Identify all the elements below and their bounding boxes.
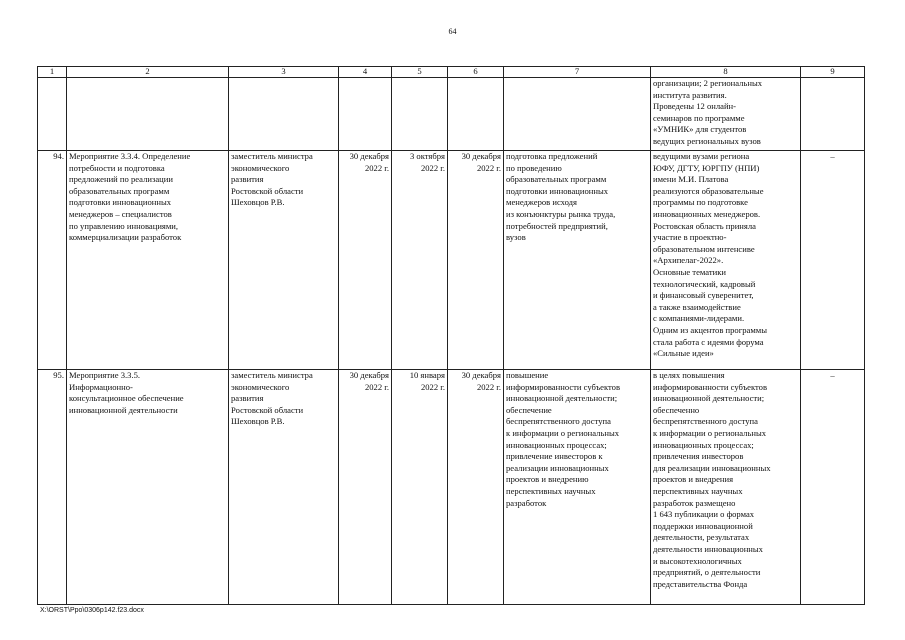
expected-result-cell: подготовка предложений по проведению образовательных программ подготовки инновационных менеджеров исходя из конъюнктуры рынка труда, потребностей предприятий, вузов (504, 151, 651, 370)
responsible-cell: заместитель министра экономического развития Ростовской области Шеховцов Р.В. (229, 151, 339, 370)
row-number (38, 78, 67, 151)
notes-cell: – (801, 370, 865, 605)
measure-cell (67, 78, 229, 151)
column-header: 6 (448, 67, 504, 78)
planned-date-cell (339, 78, 392, 151)
achieved-result-cell: ведущими вузами региона ЮФУ, ДГТУ, ЮРГПУ (НПИ) имени М.И. Платова реализуются образовательные программы по подготовке инновационных менеджеров. Ростовская область приняла участие в проектно- образовательном интенсиве «Архипелаг-2022». Основные тематики технологический, кадровый и финансовый суверенитет, а также взаимодействие с компаниями-лидерами. Одним из акцентов программы стала работа с идеями форума «Сильные идеи» (651, 151, 801, 370)
row-number: 94. (38, 151, 67, 370)
achieved-result-cell: в целях повышения информированности субъектов инновационной деятельности; обеспеченно беспрепятственного доступа к информации о региональных инновационных процессах; привлечения инвесторов для реализации инновационных проектов и внедрения перспективных научных разработок размещено 1 643 публикации о формах поддержки инновационной деятельности, результатах деятельности инновационных и высокотехнологичных предприятий, о деятельности представительства Фонда (651, 370, 801, 605)
table-row (38, 151, 865, 370)
column-header: 8 (651, 67, 801, 78)
document-file-path: X:\ORST\Ppo\0306p142.f23.docx (40, 607, 144, 614)
table-row (38, 370, 865, 605)
responsible-cell: заместитель министра экономического развития Ростовской области Шеховцов Р.В. (229, 370, 339, 605)
responsible-cell (229, 78, 339, 151)
actual-date-cell: 10 января 2022 г. (392, 370, 448, 605)
column-header: 1 (38, 67, 67, 78)
report-table (37, 66, 865, 605)
due-date-cell: 30 декабря 2022 г. (448, 370, 504, 605)
actual-date-cell (392, 78, 448, 151)
planned-date-cell: 30 декабря 2022 г. (339, 370, 392, 605)
due-date-cell (448, 78, 504, 151)
actual-date-cell: 3 октября 2022 г. (392, 151, 448, 370)
row-number: 95. (38, 370, 67, 605)
table-row (38, 78, 865, 151)
column-header: 9 (801, 67, 865, 78)
expected-result-cell: повышение информированности субъектов инновационной деятельности; обеспечение беспрепятственного доступа к информации о региональных инновационных процессах; привлечение инвесторов к реализации инновационных проектов и внедрению перспективных научных разработок (504, 370, 651, 605)
page-number: 64 (448, 27, 457, 36)
measure-cell: Мероприятие 3.3.4. Определение потребности и подготовка предложений по реализации образовательных программ подготовки инновационных менеджеров – специалистов по управлению инновациями, коммерциализации разработок (67, 151, 229, 370)
column-header: 4 (339, 67, 392, 78)
planned-date-cell: 30 декабря 2022 г. (339, 151, 392, 370)
column-header: 3 (229, 67, 339, 78)
achieved-result-cell: организации; 2 региональных института развития. Проведены 12 онлайн- семинаров по программе «УМНИК» для студентов ведущих региональных вузов (651, 78, 801, 151)
expected-result-cell (504, 78, 651, 151)
due-date-cell: 30 декабря 2022 г. (448, 151, 504, 370)
notes-cell: – (801, 151, 865, 370)
column-header: 2 (67, 67, 229, 78)
column-header-row (38, 67, 865, 78)
notes-cell (801, 78, 865, 151)
column-header: 7 (504, 67, 651, 78)
column-header: 5 (392, 67, 448, 78)
measure-cell: Мероприятие 3.3.5. Информационно- консультационное обеспечение инновационной деятельности (67, 370, 229, 605)
